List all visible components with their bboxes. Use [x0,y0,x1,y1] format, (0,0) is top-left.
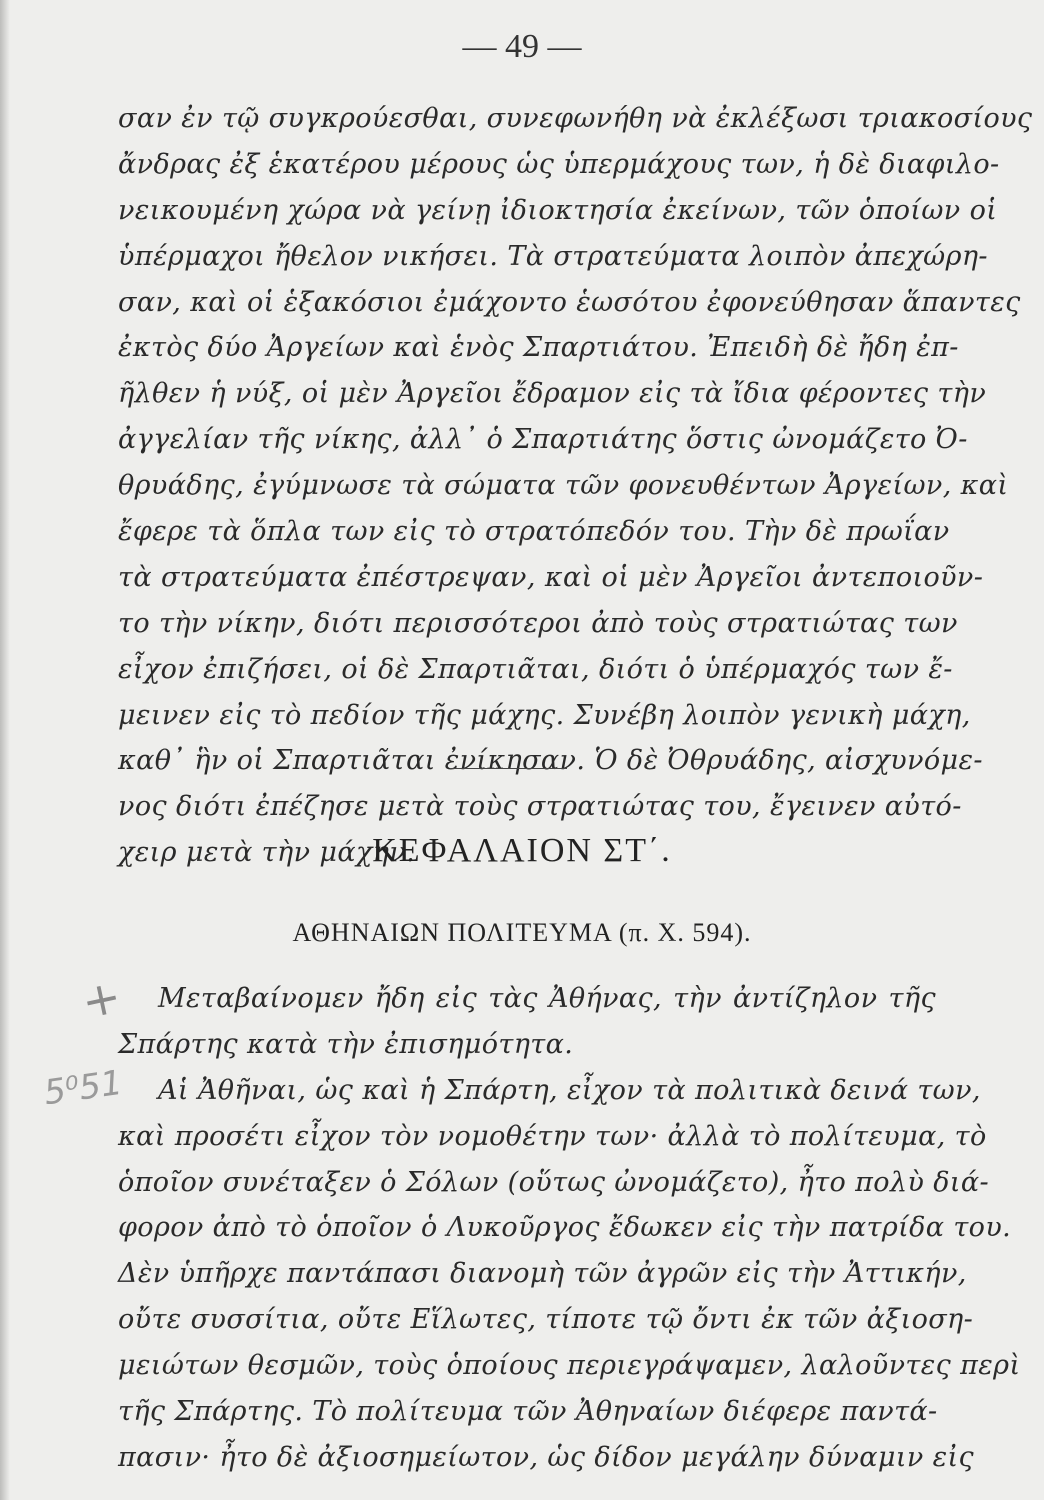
bottom-paragraphs [118,976,1021,1481]
page-edge-shadow [0,0,10,1500]
section-divider [451,768,567,769]
text-line: ἔφερε τὰ ὅπλα των εἰς τὸ στρατόπεδόν του. Τὴν δὲ πρωΐαν [118,516,950,548]
text-line: φορον ἀπὸ τὸ ὁποῖον ὁ Λυκοῦργος ἔδωκεν εἰς τὴν πατρίδα του. [118,1212,1012,1244]
chapter-title: ΚΕΦΑΛΑΙΟΝ ΣΤ΄. [372,832,672,869]
text-line: θρυάδης, ἐγύμνωσε τὰ σώματα τῶν φονευθέντων Ἀργείων, καὶ [118,470,1009,502]
text-line: Σπάρτης κατὰ τὴν ἐπισημότητα. [118,1028,574,1060]
handwritten-margin-note: 5⁰51 [41,1062,125,1114]
text-line: νος διότι ἐπέζησε μετὰ τοὺς στρατιώτας του, ἔγεινεν αὐτό- [118,791,962,823]
page-number: — 49 — [462,28,582,65]
text-line: καὶ προσέτι εἶχον τὸν νομοθέτην των· ἀλλὰ τὸ πολίτευμα, τὸ [118,1120,987,1152]
text-line: το τὴν νίκην, διότι περισσότεροι ἀπὸ τοὺς στρατιώτας των [118,607,958,639]
text-line: οὔτε συσσίτια, οὔτε Εἵλωτες, τίποτε τῷ ὄντι ἐκ τῶν ἀξιοση- [118,1304,974,1336]
text-line: Αἱ Ἀθῆναι, ὡς καὶ ἡ Σπάρτη, εἶχον τὰ πολιτικὰ δεινά των, [158,1074,981,1106]
text-line: μεινεν εἰς τὸ πεδίον τῆς μάχης. Συνέβη λοιπὸν γενικὴ μάχη, [118,699,971,731]
top-paragraph [118,96,1033,876]
text-line: ἄνδρας ἐξ ἑκατέρου μέρους ὡς ὑπερμάχους των, ἡ δὲ διαφιλο- [118,148,1000,180]
text-line: σαν ἐν τῷ συγκρούεσθαι, συνεφωνήθη νὰ ἐκλέξωσι τριακοσίους [118,103,1033,134]
text-line: Δὲν ὑπῆρχε παντάπασι διανομὴ τῶν ἀγρῶν εἰς τὴν Ἀττικήν, [118,1258,967,1290]
text-line: πασιν· ἦτο δὲ ἀξιοσημείωτον, ὡς δίδον μεγάλην δύναμιν εἰς [118,1441,975,1473]
text-line: χειρ μετὰ τὴν μάχην. [118,837,416,869]
text-line: εἶχον ἐπιζήσει, οἱ δὲ Σπαρτιᾶται, διότι ὁ ὑπέρμαχός των ἔ- [118,653,953,685]
text-line: ῆλθεν ἡ νύξ, οἱ μὲν Ἀργεῖοι ἔδραμον εἰς τὰ ἴδια φέροντες τὴν [118,378,987,410]
text-line: μειώτων θεσμῶν, τοὺς ὁποίους περιεγράψαμεν, λαλοῦντες περὶ [118,1350,1021,1382]
text-line: ἐκτὸς δύο Ἀργείων καὶ ἑνὸς Σπαρτιάτου. Ἐπειδὴ δὲ ἤδη ἐπ- [118,332,959,364]
handwritten-plus-mark: + [76,968,126,1030]
text-line: ἀγγελίαν τῆς νίκης, ἀλλ᾽ ὁ Σπαρτιάτης ὅστις ὠνομάζετο Ὀ- [118,424,968,456]
text-line: νεικουμένη χώρα νὰ γείνῃ ἰδιοκτησία ἐκείνων, τῶν ὁποίων οἱ [118,194,998,226]
text-line: Μεταβαίνομεν ἤδη εἰς τὰς Ἀθήνας, τὴν ἀντίζηλον τῆς [158,983,936,1014]
text-line: καθ᾽ ἣν οἱ Σπαρτιᾶται ἐνίκησαν. Ὁ δὲ Ὀθρυάδης, αἰσχυνόμε- [118,745,983,777]
text-line: ὑπέρμαχοι ἤθελον νικήσει. Τὰ στρατεύματα λοιπὸν ἀπεχώρη- [118,240,988,272]
text-line: ὁποῖον συνέταξεν ὁ Σόλων (οὕτως ὠνομάζετο), ἦτο πολὺ διά- [118,1166,990,1198]
chapter-subtitle: ΑΘΗΝΑΙΩΝ ΠΟΛΙΤΕΥΜΑ (π. Χ. 594). [292,918,752,947]
text-line: τὰ στρατεύματα ἐπέστρεψαν, καὶ οἱ μὲν Ἀργεῖοι ἀντεποιοῦν- [118,561,984,593]
text-line: τῆς Σπάρτης. Τὸ πολίτευμα τῶν Ἀθηναίων διέφερε παντά- [118,1396,938,1428]
text-line: σαν, καὶ οἱ ἑξακόσιοι ἐμάχοντο ἑωσότου ἐφονεύθησαν ἅπαντες [118,286,1021,318]
